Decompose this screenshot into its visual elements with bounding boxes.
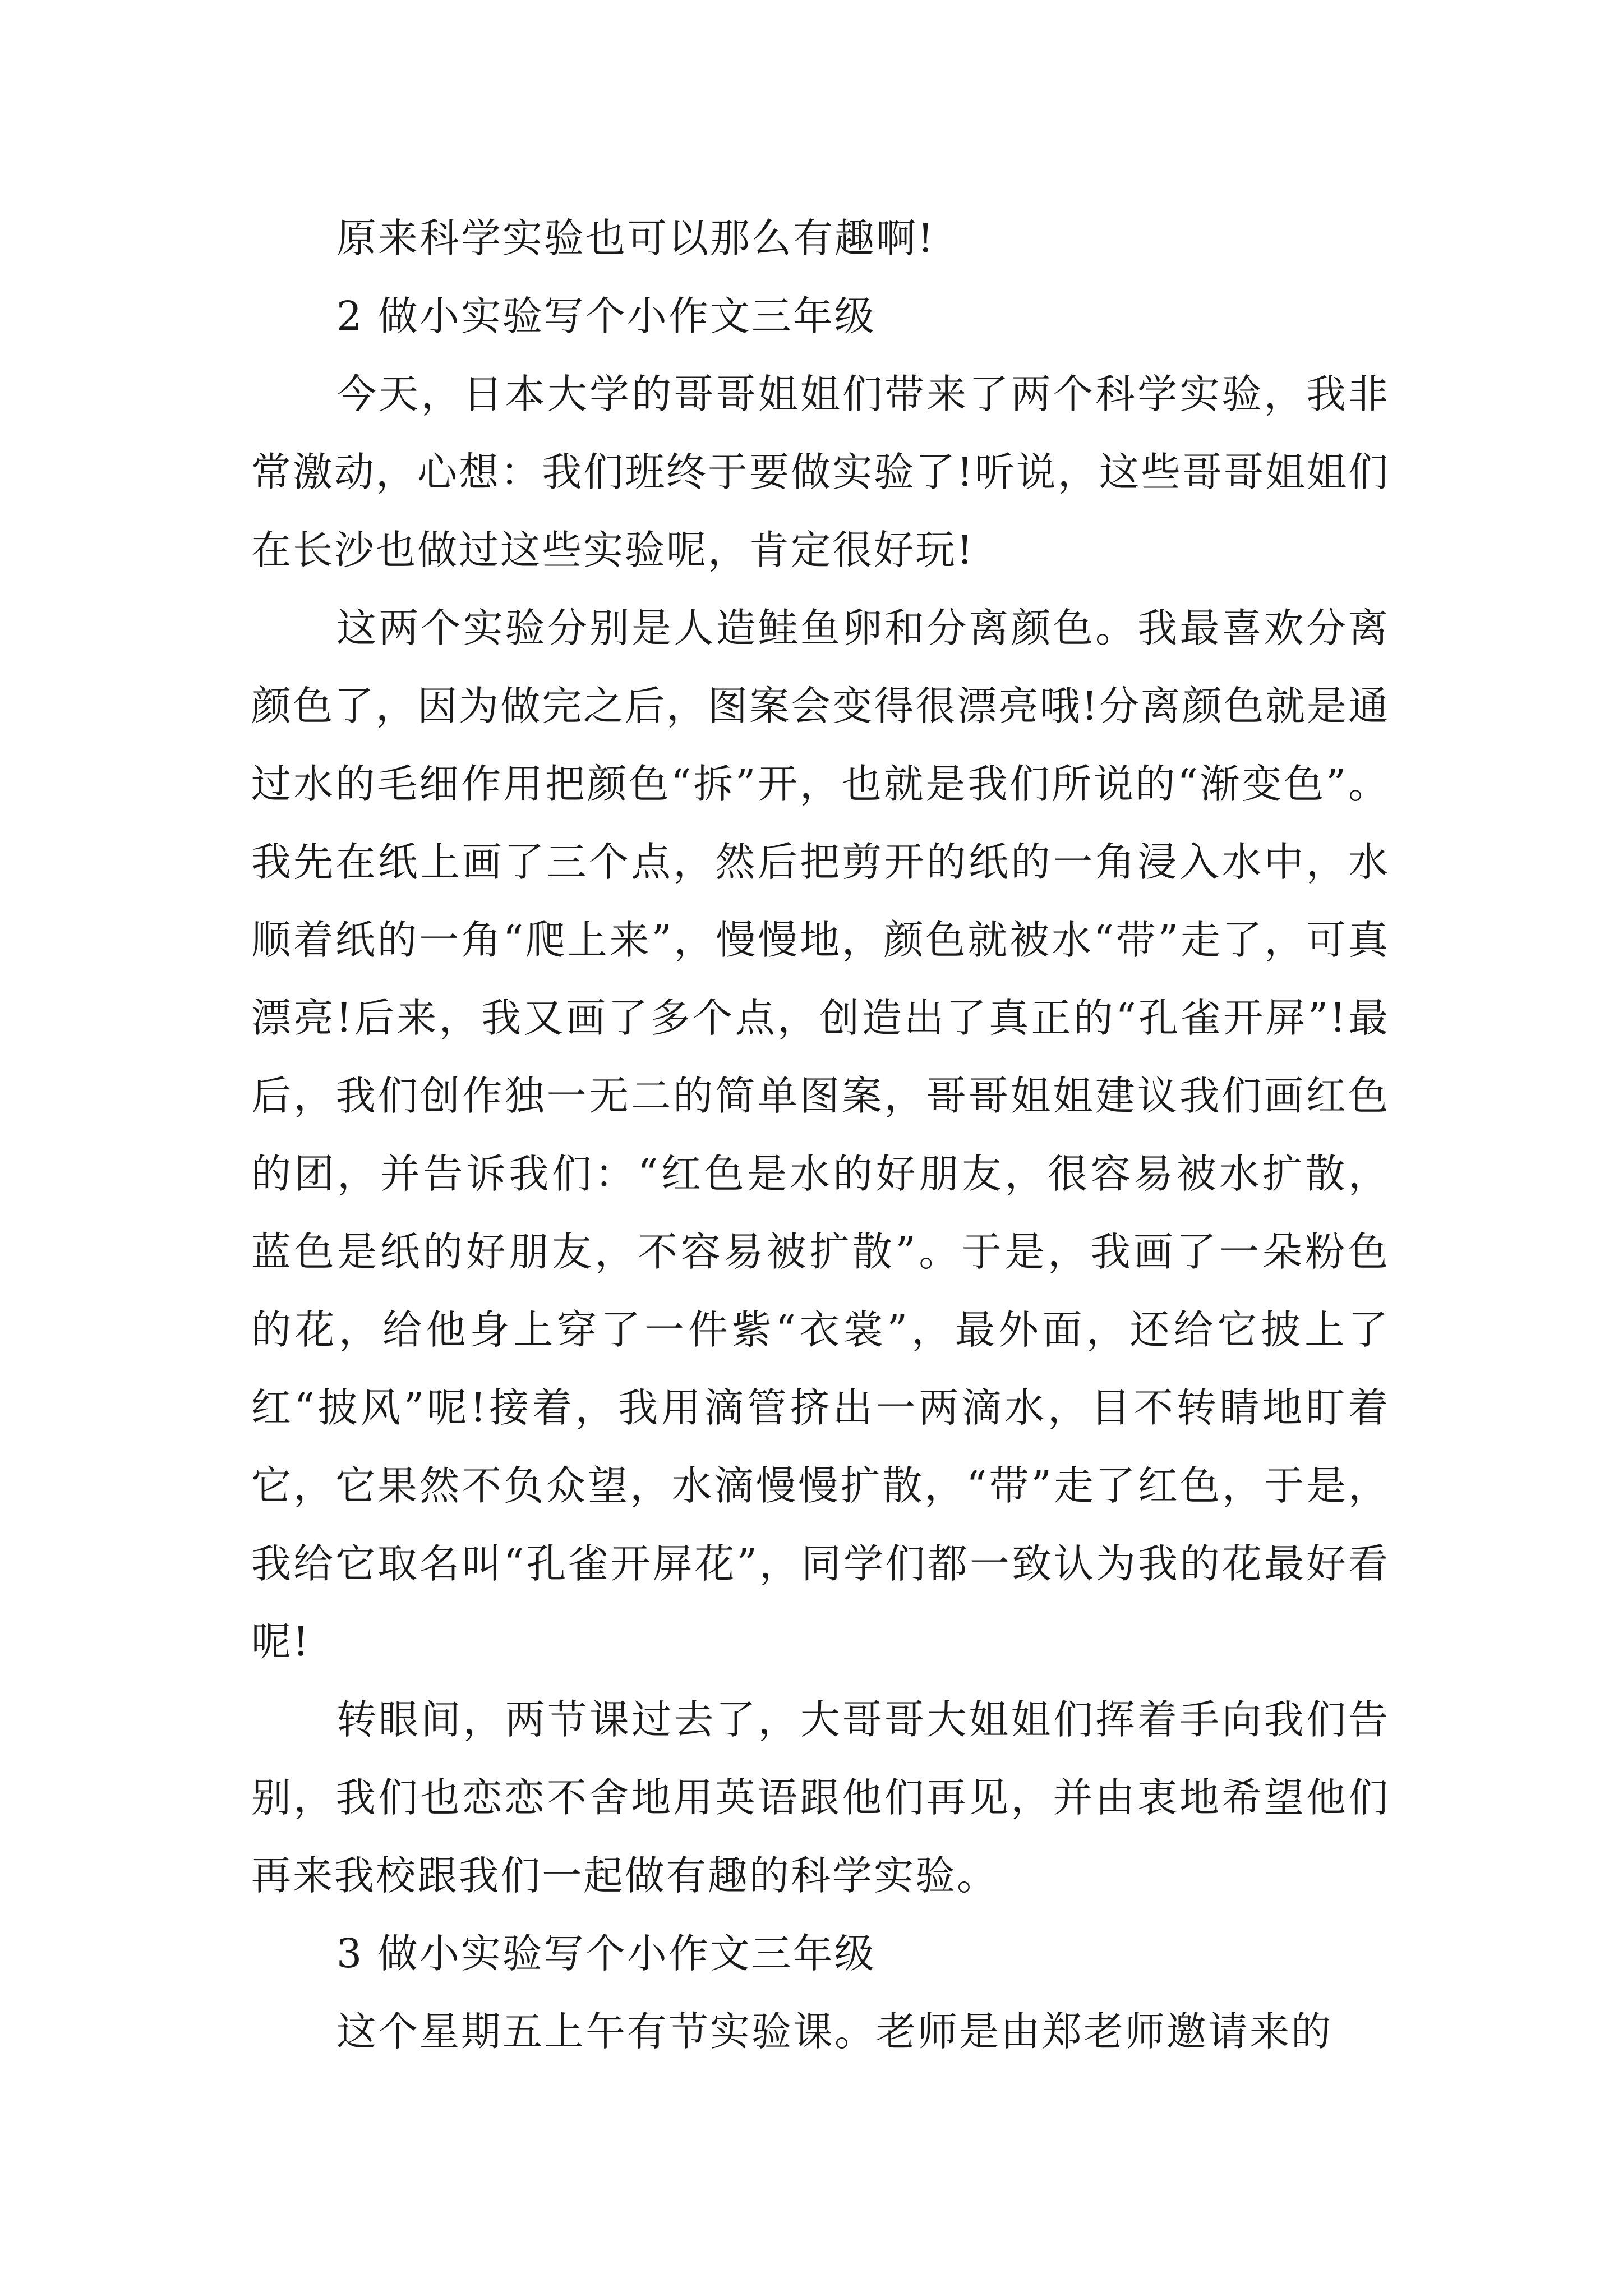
paragraph-farewell: 转眼间，两节课过去了，大哥哥大姐姐们挥着手向我们告别，我们也恋恋不舍地用英语跟他们再见，并由衷地希望他们再来我校跟我们一起做有趣的科学实验。 [251, 1696, 1390, 1899]
paragraph-experiment: 这两个实验分别是人造鲑鱼卵和分离颜色。我最喜欢分离颜色了，因为做完之后，图案会变得很漂亮哦!分离颜色就是通过水的毛细作用把颜色“拆”开，也就是我们所说的“渐变色”。我先在纸上画了三个点，然后把剪开的纸的一角浸入水中，水顺着纸的一角“爬上来”，慢慢地，颜色就被水“带”走了，可真漂亮!后来，我又画了多个点，创造出了真正的“孔雀开屏”!最后，我们创作独一无二的简单图案，哥哥姐姐建议我们画红色的团，并告诉我们：“红色是水的好朋友，很容易被水扩散，蓝色是纸的好朋友，不容易被扩散”。于是，我画了一朵粉色的花，给他身上穿了一件紫“衣裳”，最外面，还给它披上了红“披风”呢!接着，我用滴管挤出一两滴水，目不转睛地盯着它，它果然不负众望，水滴慢慢扩散，“带”走了红色，于是，我给它取名叫“孔雀开屏花”，同学们都一致认为我的花最好看呢! [251, 605, 1390, 1665]
section-heading-2: 2 做小实验写个小作文三年级 [336, 293, 876, 339]
paragraph-closing-sentence: 原来科学实验也可以那么有趣啊! [336, 215, 935, 261]
section-heading-3: 3 做小实验写个小作文三年级 [336, 1930, 876, 1977]
paragraph-intro: 今天，日本大学的哥哥姐姐们带来了两个科学实验，我非常激动，心想：我们班终于要做实验了!听说，这些哥哥姐姐们在长沙也做过这些实验呢，肯定很好玩! [251, 371, 1390, 573]
document-body [251, 199, 1390, 2070]
paragraph-section-3-start: 这个星期五上午有节实验课。老师是由郑老师邀请来的 [336, 2008, 1333, 2055]
